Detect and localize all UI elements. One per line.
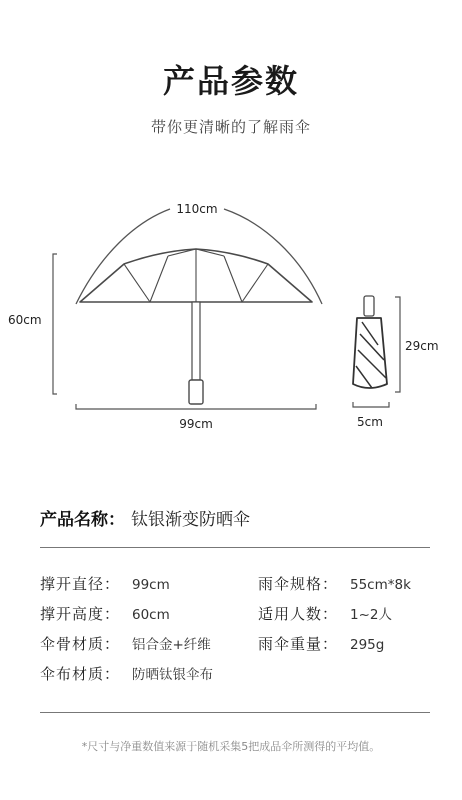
product-name-value: 钛银渐变防晒伞	[131, 510, 250, 530]
spec-umbrella-size	[258, 573, 411, 594]
folded-width-label: 5cm	[357, 415, 383, 429]
spec-key: 撑开直径：	[40, 575, 121, 593]
spec-key: 适用人数：	[258, 605, 339, 623]
spec-value: 60cm	[132, 607, 170, 623]
span-label: 110cm	[176, 202, 218, 216]
folded-height-bracket	[395, 297, 400, 392]
spec-key: 伞布材质：	[40, 665, 121, 683]
spec-key: 雨伞重量：	[258, 635, 339, 653]
product-name-key: 产品名称：	[40, 510, 125, 530]
spec-key: 雨伞规格：	[258, 575, 339, 593]
spec-value: 99cm	[132, 577, 170, 593]
bottom-divider	[40, 712, 430, 713]
spec-fabric-material	[40, 663, 213, 684]
umbrella-dimension-diagram	[0, 185, 462, 440]
folded-width-bracket	[353, 402, 389, 407]
product-name-row	[40, 505, 250, 530]
height-bracket	[53, 254, 57, 394]
spec-value: 295g	[350, 637, 385, 653]
folded-umbrella-handle	[364, 296, 374, 316]
footnote: *尺寸与净重数值来源于随机采集5把成品伞所测得的平均值。	[81, 740, 381, 753]
spec-key: 撑开高度：	[40, 605, 121, 623]
umbrella-handle	[189, 380, 203, 404]
spec-weight	[258, 633, 384, 654]
spec-people	[258, 603, 392, 624]
page-title: 产品参数	[162, 62, 299, 100]
spec-open-height	[40, 603, 170, 624]
height-label: 60cm	[8, 313, 42, 327]
spec-value: 1~2人	[350, 607, 392, 623]
spec-value: 铝合金+纤维	[132, 637, 211, 653]
folded-height-label: 29cm	[405, 339, 439, 353]
spec-key: 伞骨材质：	[40, 635, 121, 653]
spec-value: 55cm*8k	[350, 577, 411, 593]
width-label: 99cm	[179, 417, 213, 431]
spec-rib-material	[40, 633, 211, 654]
spec-value: 防晒钛银伞布	[132, 667, 213, 683]
folded-umbrella-body	[353, 318, 387, 388]
page-subtitle: 带你更清晰的了解雨伞	[150, 118, 311, 136]
spec-open-diameter	[40, 573, 170, 594]
width-bracket	[76, 404, 316, 409]
top-divider	[40, 547, 430, 548]
umbrella-shaft	[192, 302, 200, 380]
